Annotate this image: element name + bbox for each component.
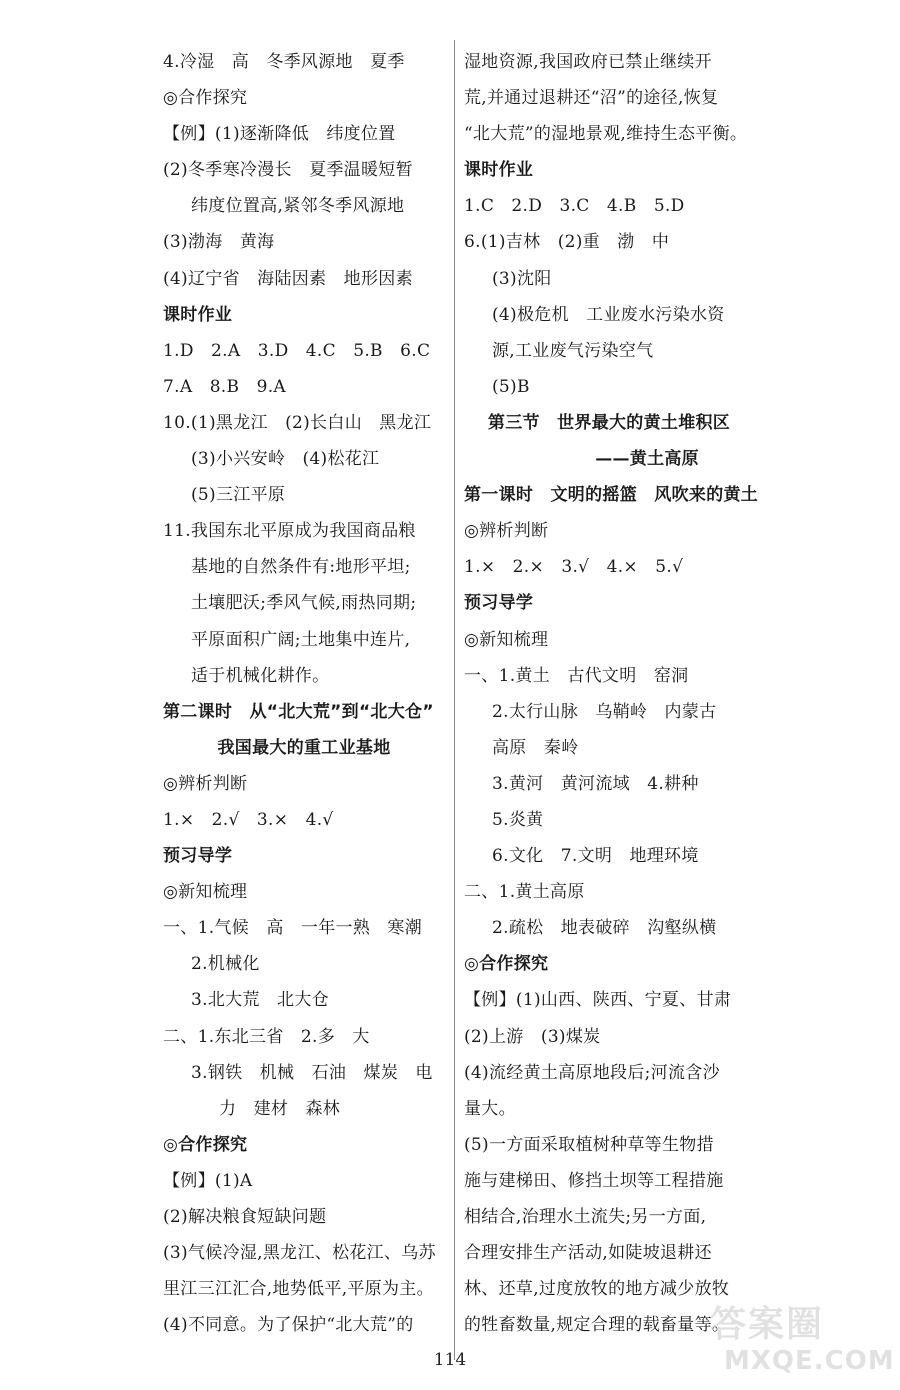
text-line: 1.C 2.D 3.C 4.B 5.D [464,196,685,217]
text-line: 课时作业 [464,160,534,181]
text-line: 林、还草,过度放牧的地方减少放牧 [464,1279,730,1300]
text-line: 一、1.黄土 古代文明 窑洞 [464,665,689,686]
text-line: 6.(1)吉林 (2)重 渤 中 [464,232,670,253]
text-line: 3.北大荒 北大仓 [191,990,329,1011]
text-line: 预习导学 [464,593,534,614]
text-line: 源,工业废气污染空气 [492,340,654,361]
watermark-text-bottom: MXQE.COM [724,1346,895,1376]
text-line: ——黄土高原 [595,449,699,470]
text-line: 预习导学 [163,846,233,867]
column-divider [454,40,455,1360]
text-line: (3)小兴安岭 (4)松花江 [191,449,380,470]
text-line: 1.D 2.A 3.D 4.C 5.B 6.C [163,340,431,361]
text-line: 的牲畜数量,规定合理的载畜量等。 [464,1315,730,1336]
text-line: (4)不同意。为了保护“北大荒”的 [163,1315,414,1336]
text-line: “北大荒”的湿地景观,维持生态平衡。 [464,124,748,145]
text-line: 2.机械化 [191,954,260,975]
left-column [163,44,445,1343]
page-number: 114 [433,1350,467,1370]
text-line: 土壤肥沃;季风气候,雨热同期; [191,593,417,614]
text-line: 5.炎黄 [492,809,544,830]
text-line: (2)上游 (3)煤炭 [464,1026,601,1047]
text-line: 【例】(1)山西、陕西、宁夏、甘肃 [464,990,732,1011]
text-line: 3.钢铁 机械 石油 煤炭 电 [191,1062,433,1083]
text-line: 2.疏松 地表破碎 沟壑纵横 [492,918,717,939]
text-line: 里江三江汇合,地势低平,平原为主。 [163,1279,434,1300]
text-line: 【例】(1)A [163,1170,253,1191]
text-line: 2.太行山脉 乌鞘岭 内蒙古 [492,701,717,722]
text-line: (5)一方面采取植树种草等生物措 [464,1134,714,1155]
text-line: 相结合,治理水土流失;另一方面, [464,1207,707,1227]
text-line: 4.冷湿 高 冬季风源地 夏季 [163,52,405,72]
text-line: 平原面积广阔;土地集中连片, [191,629,411,650]
text-line: (5)三江平原 [191,485,286,506]
text-line: ◎合作探究 [464,954,549,975]
text-line: 施与建梯田、修挡土坝等工程措施 [464,1170,724,1191]
text-line: 一、1.气候 高 一年一熟 寒潮 [163,918,423,939]
text-line: 纬度位置高,紧邻冬季风源地 [191,196,405,217]
right-column [464,44,759,1343]
text-line: 第二课时 从“北大荒”到“北大仓” [163,701,434,722]
text-line: ◎辨析判断 [163,773,248,794]
text-line: ◎合作探究 [163,1134,248,1155]
text-line: (3)沈阳 [492,268,552,289]
text-line: 荒,并通过退耕还“沼”的途径,恢复 [464,88,719,109]
text-line: 我国最大的重工业基地 [217,737,391,758]
text-line: (2)解决粮食短缺问题 [163,1207,327,1227]
text-line: ◎合作探究 [163,88,248,109]
watermark-logo [700,1296,895,1386]
text-line: ◎新知梳理 [163,882,248,903]
text-line: 3.黄河 黄河流域 4.耕种 [492,773,699,794]
text-line: (5)B [492,376,530,397]
watermark-text-top: 答案圈 [710,1304,825,1345]
text-line: 第一课时 文明的摇篮 风吹来的黄土 [464,485,759,506]
text-line: 量大。 [464,1098,516,1119]
text-line: 【例】(1)逐渐降低 纬度位置 [163,124,396,145]
text-line: (2)冬季寒冷漫长 夏季温暖短暂 [163,160,413,181]
text-line: 基地的自然条件有:地形平坦; [191,557,411,578]
text-line: 第三节 世界最大的黄土堆积区 [487,412,731,433]
text-line: 二、1.东北三省 2.多 大 [163,1026,370,1047]
text-line: 高原 秦岭 [492,737,579,758]
text-line: (4)辽宁省 海陆因素 地形因素 [163,268,413,289]
text-line: 课时作业 [163,304,233,325]
text-line: 湿地资源,我国政府已禁止继续开 [464,52,712,72]
text-line: 6.文化 7.文明 地理环境 [492,846,699,867]
text-line: 二、1.黄土高原 [464,882,585,903]
text-line: (4)极危机 工业废水污染水资 [492,304,725,325]
text-line: ◎辨析判断 [464,521,549,542]
text-line: (3)气候冷湿,黑龙江、松花江、乌苏 [163,1243,436,1264]
text-line: 7.A 8.B 9.A [163,376,287,397]
text-line: (4)流经黄土高原地段后;河流含沙 [464,1062,720,1083]
text-line: 11.我国东北平原成为我国商品粮 [163,521,416,542]
text-line: 力 建材 森林 [219,1098,341,1119]
text-line: ◎新知梳理 [464,629,549,650]
text-line: 合理安排生产活动,如陡坡退耕还 [464,1243,712,1264]
text-line: 1.× 2.√ 3.× 4.√ [163,809,334,830]
text-line: 1.× 2.× 3.√ 4.× 5.√ [464,557,684,578]
text-line: (3)渤海 黄海 [163,232,275,253]
text-line: 适于机械化耕作。 [191,665,330,686]
text-line: 10.(1)黑龙江 (2)长白山 黑龙江 [163,412,432,433]
